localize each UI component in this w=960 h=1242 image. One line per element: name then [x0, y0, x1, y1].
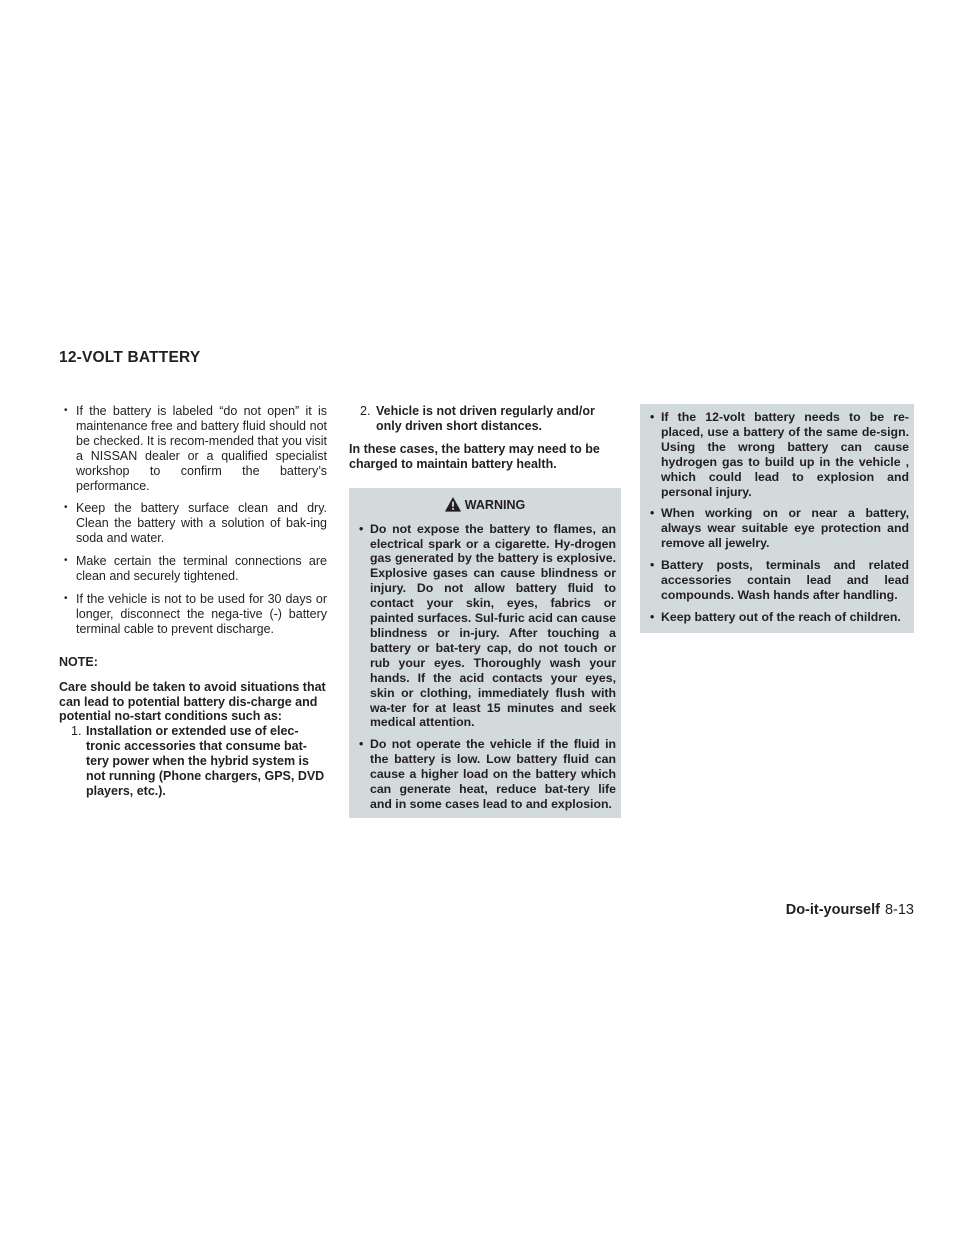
- warning-title: WARNING: [464, 497, 526, 512]
- item-text: Installation or extended use of elec-tronic accessories that consume bat-tery power when the hybrid system is not running (Phone chargers, GPS, DVD players, etc.).: [86, 724, 325, 798]
- bullet-item: • Make certain the terminal connections are clean and securely tightened.: [59, 554, 327, 584]
- warning-bullet: • When working on or near a battery, always wear suitable eye protection and remove all jewelry.: [645, 506, 909, 551]
- warning-bullet: • Keep battery out of the reach of children.: [645, 610, 909, 625]
- cases-text: In these cases, the battery may need to be charged to maintain battery health.: [349, 441, 600, 471]
- column-2: [349, 404, 621, 818]
- note-label: NOTE:: [59, 654, 98, 669]
- item-text: Vehicle is not driven regularly and/or only driven short distances.: [376, 404, 595, 433]
- item-number: 1.: [71, 724, 82, 739]
- warning-box: [349, 488, 621, 818]
- numbered-item-2: [349, 404, 621, 434]
- page-footer: [786, 902, 914, 918]
- bullet-item: • Keep the battery surface clean and dry. Clean the battery with a solution of bak-ing soda and water.: [59, 501, 327, 546]
- numbered-item-1: [59, 724, 327, 799]
- page-number: 8-13: [884, 902, 914, 918]
- column-1: [59, 404, 327, 811]
- section-title: 12-VOLT BATTERY: [59, 349, 201, 366]
- bullet-item: • If the vehicle is not to be used for 30 days or longer, disconnect the nega-tive (-) battery terminal cable to prevent discharge.: [59, 592, 327, 637]
- warning-bullet: • If the 12-volt battery needs to be re-placed, use a battery of the same de-sign. Using the wrong battery can cause hydrogen gas to build up in the vehicle , which could lead to explosion and personal injury.: [645, 410, 909, 499]
- column-3: [640, 404, 914, 633]
- item-number: 2.: [360, 404, 371, 418]
- footer-section: Do-it-yourself: [785, 902, 880, 918]
- warning-bullet: • Do not expose the battery to flames, an electrical spark or a cigarette. Hy-drogen gas generated by the battery is explosive. Explosive gases can cause blindness or injury. Do not allow battery fluid to contact your skin, eyes, fabrics or painted surfaces. Sul-furic acid can cause blindness or in-jury. After touching a battery or bat-tery cap, do not touch or rub your eyes. Thoroughly wash your hands. If the acid contacts your eyes, skin or clothing, immediately flush with wa-ter for at least 15 minutes and seek medical attention.: [354, 522, 616, 731]
- note-text: Care should be taken to avoid situations that can lead to potential battery dis-charge and potential no-start conditions such as:: [59, 679, 326, 724]
- bullet-item: • If the battery is labeled “do not open” it is maintenance free and battery fluid should not be checked. It is recom-mended that you visit a NISSAN dealer or a qualified specialist workshop to confirm the battery’s performance.: [59, 404, 327, 493]
- warning-bullet: • Do not operate the vehicle if the fluid in the battery is low. Low battery fluid can cause a higher load on the battery which can generate heat, reduce bat-tery life and in some cases lead to and explosion.: [354, 737, 616, 812]
- warning-bullet: • Battery posts, terminals and related accessories contain lead and lead compounds. Wash hands after handling.: [645, 558, 909, 603]
- warning-header: [354, 488, 616, 522]
- warning-box-continued: [640, 404, 914, 633]
- warning-triangle-icon: [445, 497, 461, 512]
